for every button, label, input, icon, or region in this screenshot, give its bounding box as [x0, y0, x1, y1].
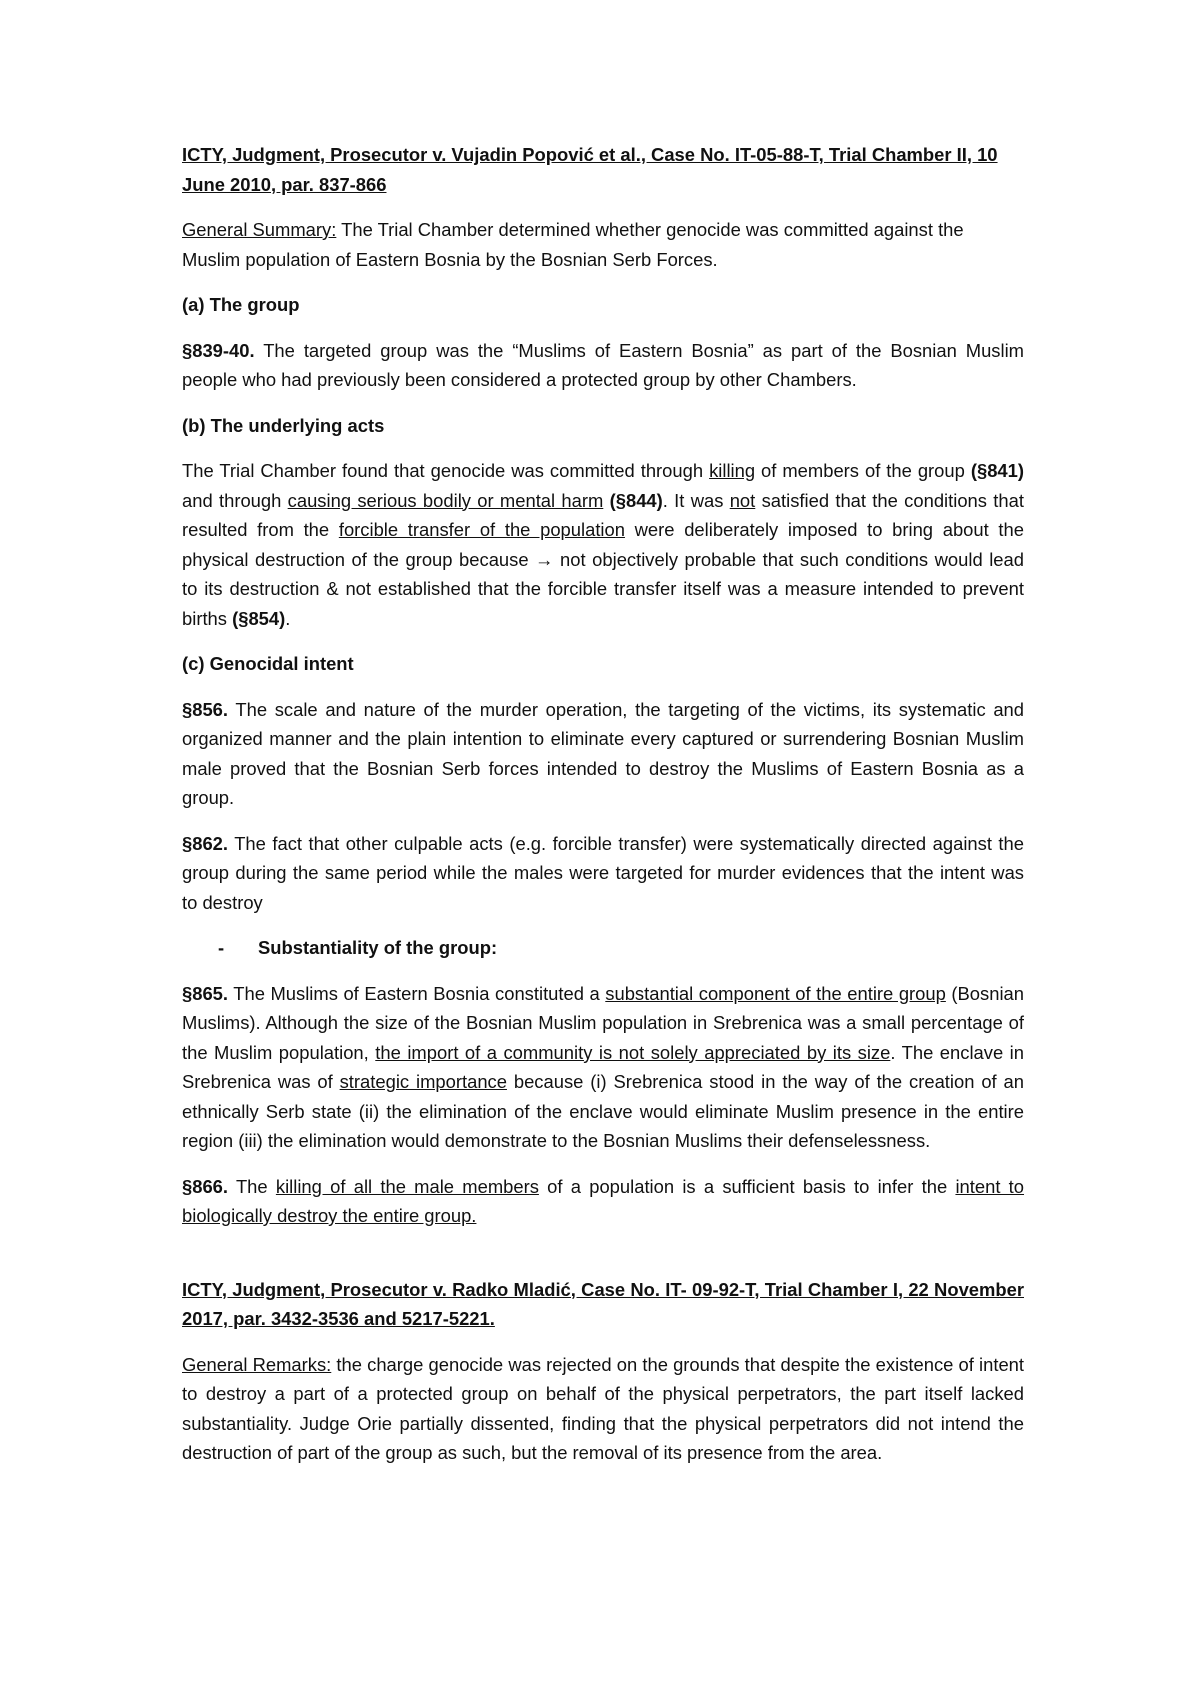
case-heading-mladic: ICTY, Judgment, Prosecutor v. Radko Mladić, Case No. IT- 09-92-T, Trial Chamber I, 22 November 2017, par. 3432-3536 and 5217-5221.	[182, 1278, 1024, 1329]
text-run: of a population is a sufficient basis to infer the	[538, 1175, 956, 1197]
paragraph-ref: §856.	[182, 698, 229, 720]
text-run: and through	[182, 489, 288, 511]
remarks-label: General Remarks:	[182, 1353, 332, 1375]
paragraph-839	[182, 336, 1024, 395]
text-run: The Trial Chamber found that genocide was committed through	[182, 460, 710, 481]
paragraph-underlying-acts	[182, 456, 1024, 633]
paragraph-866	[182, 1172, 1024, 1231]
paragraph-ref: §862.	[182, 832, 229, 854]
underlined-text: strategic importance	[339, 1071, 507, 1092]
paragraph-856	[182, 695, 1024, 813]
paragraph-862	[182, 829, 1024, 918]
text-run: (Bosnian Muslims). Although the size of the Bosnian Muslim population in Srebrenica was a small percentage of the Muslim population,	[182, 982, 1024, 1063]
summary-label: General Summary:	[182, 219, 337, 240]
text-run: . The enclave in Srebrenica was of	[182, 1041, 1024, 1092]
underlined-text: causing serious bodily or mental harm	[287, 489, 604, 511]
summary-text: The Trial Chamber determined whether genocide was committed against the Muslim population of Eastern Bosnia by the Bosnian Serb Forces.	[182, 219, 964, 270]
text-run: . It was	[662, 489, 730, 511]
paragraph-ref: §865.	[182, 982, 229, 1004]
bullet-substantiality	[182, 933, 1024, 963]
paragraph-text: The scale and nature of the murder operation, the targeting of the victims, its systematic and organized manner and the plain intention to eliminate every captured or surrendering Bosnian Muslim male proved that the Bosnian Serb forces intended to destroy the Muslims of Eastern Bosnia as a group.	[182, 698, 1024, 808]
text-run: of members of the group	[755, 460, 971, 481]
paragraph-ref: (§844)	[609, 489, 663, 511]
paragraph-865	[182, 979, 1024, 1156]
text-run: .	[285, 607, 291, 629]
underlined-text: substantial component of the entire group	[605, 982, 946, 1004]
text-run: The	[228, 1175, 276, 1197]
bullet-text: Substantiality of the group:	[258, 937, 498, 958]
remarks-text: the charge genocide was rejected on the grounds that despite the existence of intent to destroy a part of a protected group on behalf of the physical perpetrators, the part itself lacked substantiality. Judge Orie partially dissented, finding that the physical perpetrators did not intend the destruction of part of the group as such, but the removal of its presence from the area.	[182, 1353, 1025, 1463]
underlined-text: intent to biologically destroy the entire group.	[182, 1175, 1025, 1226]
underlined-text: killing	[709, 460, 756, 481]
underlined-text: not	[729, 489, 756, 511]
paragraph-ref: §866.	[182, 1175, 229, 1197]
paragraph-ref: §839-40.	[182, 339, 255, 361]
bullet-dash: -	[218, 937, 225, 958]
underlined-text: killing of all the male members	[275, 1175, 539, 1197]
text-run: because (i) Srebrenica stood in the way of the creation of an ethnically Serb state (ii) the elimination of the enclave would eliminate Muslim presence in the entire region (iii) the elimination would demonstrate to the Bosnian Muslims their defenselessness.	[182, 1071, 1024, 1151]
text-run: were deliberately imposed to bring about the physical destruction of the group because → not objectively probable that such conditions would lead to its destruction & not established that the forcible transfer itself was a measure intended to prevent births	[182, 519, 1024, 629]
paragraph-text: The targeted group was the “Muslims of Eastern Bosnia” as part of the Bosnian Muslim people who had previously been considered a protected group by other Chambers.	[182, 339, 1024, 390]
case-heading-popovic: ICTY, Judgment, Prosecutor v. Vujadin Popović et al., Case No. IT-05-88-T, Trial Chamber II, 10 June 2010, par. 837-866	[182, 144, 998, 195]
underlined-text: the import of a community is not solely appreciated by its size	[375, 1041, 891, 1063]
section-c-title: (c) Genocidal intent	[182, 653, 354, 674]
section-b-title: (b) The underlying acts	[182, 414, 385, 436]
text-run: The Muslims of Eastern Bosnia constituted a	[228, 982, 606, 1004]
document-page	[182, 140, 1024, 1484]
paragraph-text: The fact that other culpable acts (e.g. forcible transfer) were systematically directed against the group during the same period while the males were targeted for murder evidences that the intent was to destroy	[182, 832, 1024, 913]
general-remarks	[182, 1350, 1024, 1468]
text-run: satisfied that the conditions that resulted from the	[182, 489, 1024, 540]
section-a-title: (a) The group	[182, 294, 300, 315]
general-summary	[182, 215, 1024, 274]
paragraph-ref: (§841)	[970, 460, 1025, 481]
paragraph-ref: (§854)	[232, 607, 286, 629]
underlined-text: forcible transfer of the population	[338, 519, 625, 540]
